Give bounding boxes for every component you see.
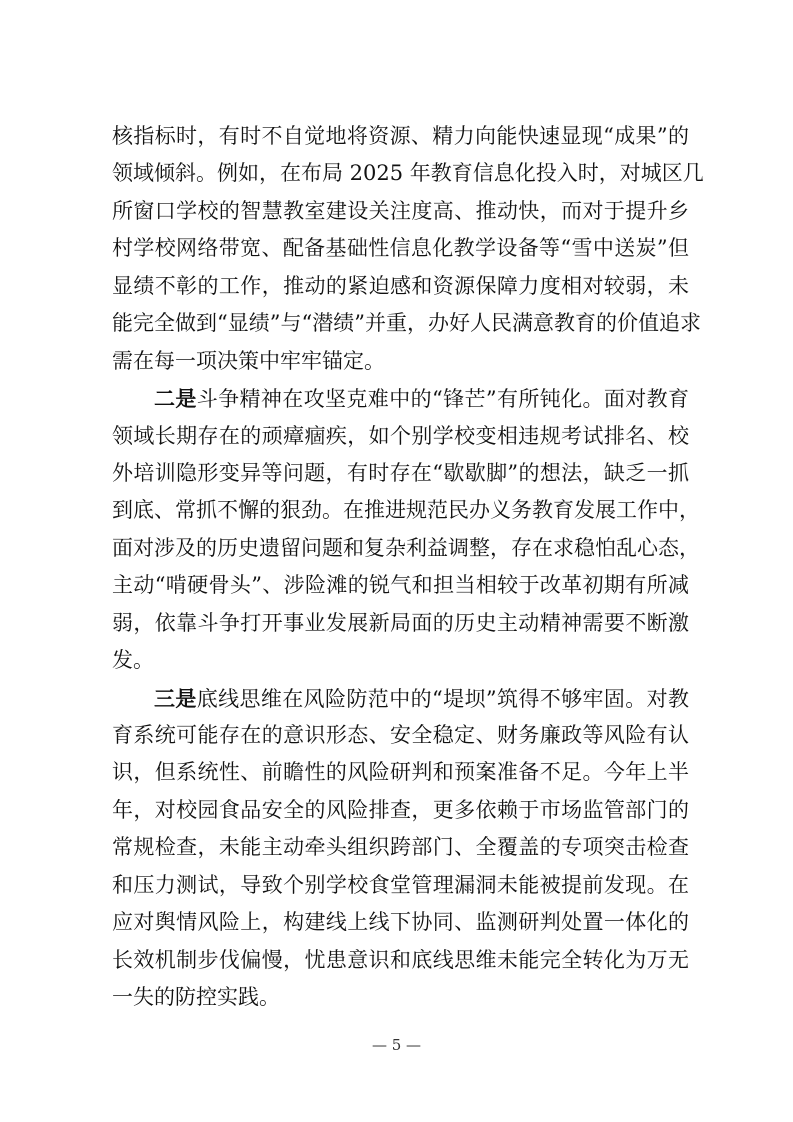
line-text: 外培训隐形变异等问题，有时存在“歇歇脚”的想法，缺乏一抓: [112, 460, 689, 485]
paragraph: [112, 380, 700, 680]
line-text: 底线思维在风险防范中的“堤坝”筑得不够牢固。对教: [196, 686, 689, 711]
paragraph-line: [112, 530, 700, 567]
line-text: 年，对校园食品安全的风险排查，更多依赖于市场监管部门的: [112, 797, 689, 822]
paragraph: [112, 680, 689, 1017]
line-text: 显绩不彰的工作，推动的紧迫感和资源保障力度相对较弱，未: [112, 273, 689, 298]
paragraph-line: [112, 979, 689, 1016]
paragraph-line: [112, 305, 701, 342]
page-number: — 5 —: [371, 1036, 422, 1054]
paragraph-line: [112, 268, 689, 305]
line-text: 核指标时，有时不自觉地将资源、精力向能快速显现“成果”的: [112, 124, 689, 148]
line-text: 识，但系统性、前瞻性的风险研判和预案准备不足。今年上半: [112, 760, 689, 785]
line-text: 常规检查，未能主动牵头组织跨部门、全覆盖的专项突击检查: [112, 835, 689, 860]
paragraph-line: [112, 792, 689, 829]
paragraph-line: [112, 193, 689, 230]
paragraph-line: [112, 829, 689, 866]
line-text: 所窗口学校的智慧教室建设关注度高、推动快，而对于提升乡: [112, 198, 689, 223]
paragraph-line: [112, 343, 689, 380]
paragraph: [112, 118, 704, 380]
line-text: 斗争精神在攻坚克难中的“锋芒”有所钝化。面对教育: [196, 387, 689, 412]
paragraph-line: [112, 942, 689, 979]
paragraph-line: [112, 492, 700, 529]
paragraph-line: [112, 380, 689, 417]
line-text: 主动“啃硬骨头”、涉险滩的锐气和担当相较于改革初期有所减: [112, 573, 689, 598]
paragraph-lead: 三是: [154, 685, 197, 711]
paragraph-line: [112, 605, 689, 642]
paragraph-line: [112, 717, 689, 754]
paragraph-line: [112, 455, 689, 492]
line-text: 应对舆情风险上，构建线上线下协同、监测研判处置一体化的: [112, 910, 689, 935]
line-text: 能完全做到“显绩”与“潜绩”并重，办好人民满意教育的价值追求: [112, 311, 701, 336]
line-text: 长效机制步伐偏慢，忧患意识和底线思维未能完全转化为万无: [112, 947, 689, 972]
line-text: 弱，依靠斗争打开事业发展新局面的历史主动精神需要不断激: [112, 610, 689, 635]
line-text: 需在每一项决策中牢牢锚定。: [112, 348, 385, 373]
line-text: 一失的防控实践。: [112, 985, 280, 1010]
paragraph-line: [112, 230, 689, 267]
document-body: [112, 118, 704, 1017]
paragraph-line: [112, 118, 689, 155]
paragraph-line: [112, 904, 689, 941]
paragraph-line: [112, 155, 704, 192]
paragraph-lead: 二是: [154, 386, 197, 412]
line-text: 领域长期存在的顽瘴痼疾，如个别学校变相违规考试排名、校: [112, 423, 689, 448]
line-text: 面对涉及的历史遗留问题和复杂利益调整，存在求稳怕乱心态，: [112, 535, 700, 560]
line-text: 村学校网络带宽、配备基础性信息化教学设备等“雪中送炭”但: [112, 236, 689, 261]
line-text: 和压力测试，导致个别学校食堂管理漏洞未能被提前发现。在: [112, 872, 689, 897]
paragraph-line: [112, 567, 689, 604]
paragraph-line: [112, 680, 689, 717]
line-text: 育系统可能存在的意识形态、安全稳定、财务廉政等风险有认: [112, 723, 689, 747]
line-text: 领域倾斜。例如，在布局 2025 年教育信息化投入时，对城区几: [112, 161, 704, 186]
paragraph-line: [112, 418, 689, 455]
paragraph-line: [112, 642, 689, 679]
paragraph-line: [112, 867, 689, 904]
line-text: 发。: [112, 648, 154, 673]
paragraph-line: [112, 754, 689, 791]
line-text: 到底、常抓不懈的狠劲。在推进规范民办义务教育发展工作中，: [112, 498, 700, 523]
